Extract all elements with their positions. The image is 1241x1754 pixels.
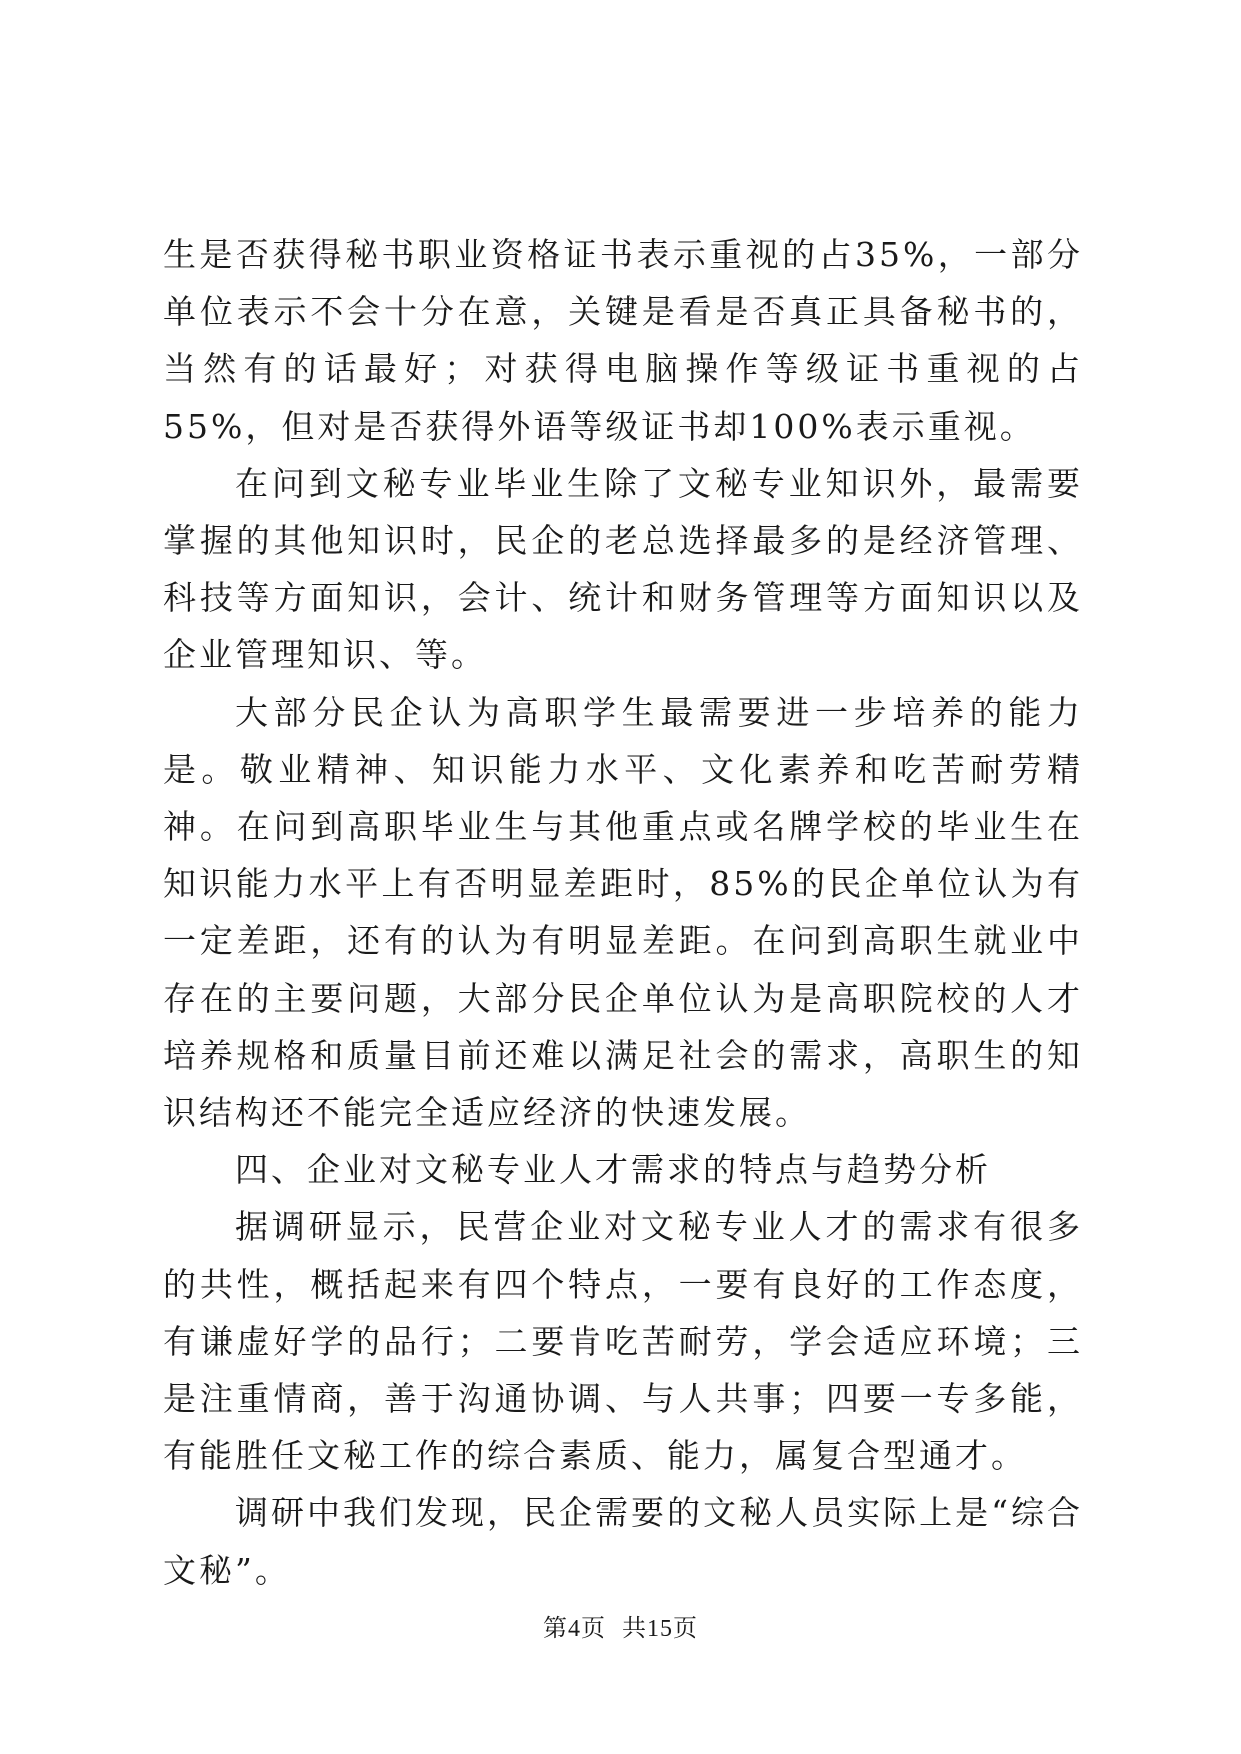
paragraph-characteristics: 据调研显示，民营企业对文秘专业人才的需求有很多的共性，概括起来有四个特点，一要有良好的工作态度，有谦虚好学的品行；二要肯吃苦耐劳，学会适应环境；三是注重情商，善于沟通协调、与人共事；四要一专多能，有能胜任文秘工作的综合素质、能力，属复合型通才。: [163, 1207, 1083, 1476]
page-footer: [0, 1608, 1241, 1643]
paragraph-continued: 生是否获得秘书职业资格证书表示重视的占35%，一部分单位表示不会十分在意，关键是看是否真正具备秘书的，当然有的话最好；对获得电脑操作等级证书重视的占55%，但对是否获得外语等级证书却100%表示重视。: [163, 235, 1083, 446]
section-heading: 四、企业对文秘专业人才需求的特点与趋势分析: [235, 1150, 991, 1190]
paragraph-other-knowledge: 在问到文秘专业毕业生除了文秘专业知识外，最需要掌握的其他知识时，民企的老总选择最多的是经济管理、科技等方面知识，会计、统计和财务管理等方面知识以及企业管理知识、等。: [163, 463, 1083, 675]
paragraph-abilities: 大部分民企认为高职学生最需要进一步培养的能力是。敬业精神、知识能力水平、文化素养和吃苦耐劳精神。在问到高职毕业生与其他重点或名牌学校的毕业生在知识能力水平上有否明显差距时，85%的民企单位认为有一定差距，还有的认为有明显差距。在问到高职生就业中存在的主要问题，大部分民企单位认为是高职院校的人才培养规格和质量目前还难以满足社会的需求，高职生的知识结构还不能完全适应经济的快速发展。: [163, 692, 1083, 1133]
page-total: 共15页: [622, 1616, 698, 1642]
document-body: [163, 226, 1083, 1599]
paragraph-comprehensive-secretary: 调研中我们发现，民企需要的文秘人员实际上是“综合文秘”。: [163, 1493, 1083, 1590]
page-number: 第4页: [543, 1616, 606, 1642]
